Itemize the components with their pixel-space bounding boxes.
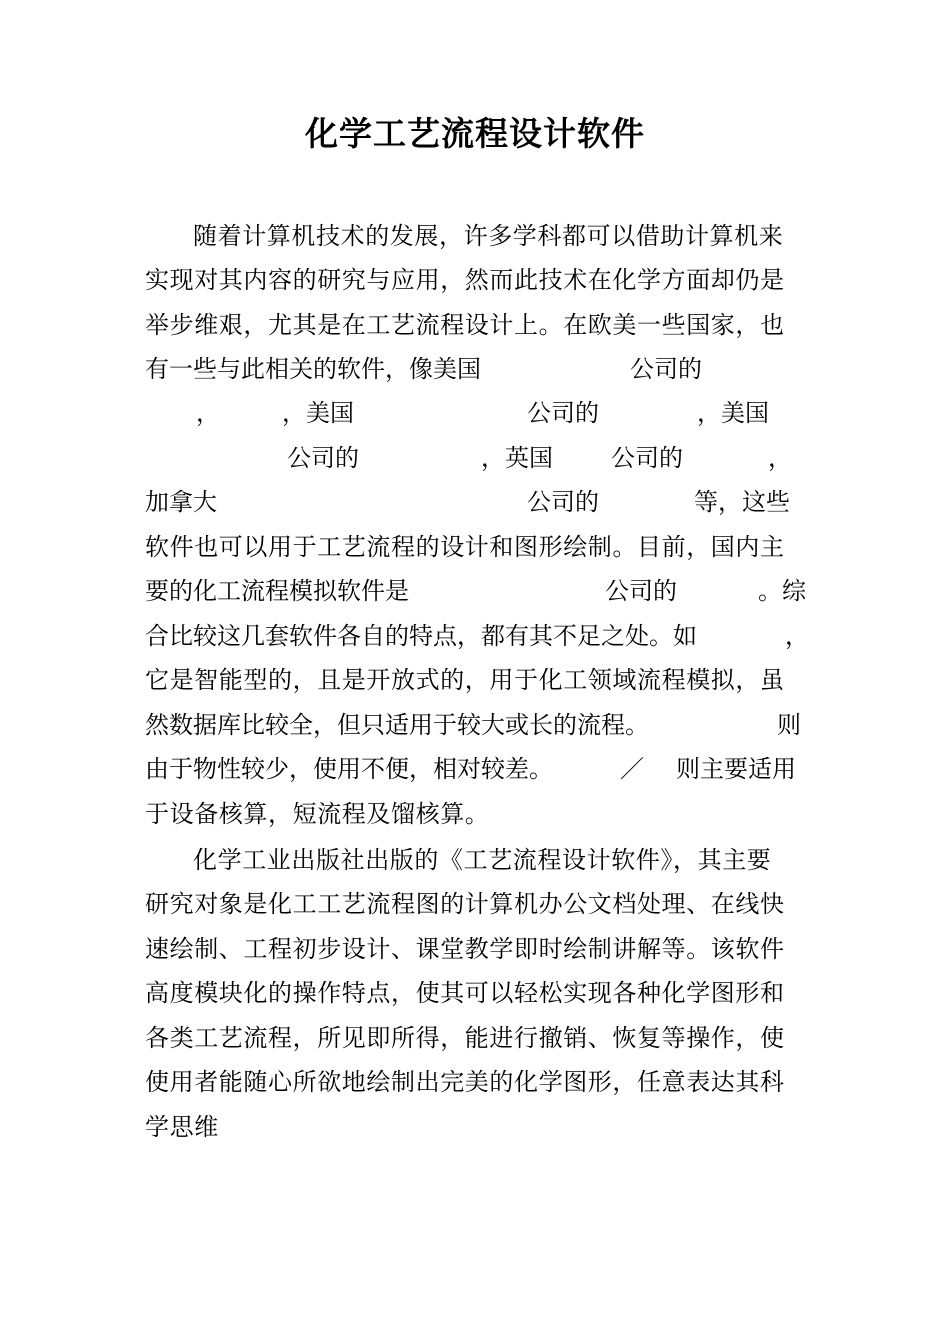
text-run: 化学工业出版社出版的《工艺流程设计软件》，其主要 <box>193 846 772 874</box>
paragraph-1-line-5 <box>0 391 950 435</box>
paragraph-1-line-14 <box>0 792 950 836</box>
text-run: 公司的 <box>611 444 683 472</box>
text-run: 有一些与此相关的软件，像美国 <box>145 355 481 383</box>
paragraph-1-line-3 <box>0 303 950 347</box>
text-run: 公司的 <box>287 444 359 472</box>
text-run: 研究对象是化工工艺流程图的计算机办公文档处理、在线快 <box>145 890 785 918</box>
text-run: 加拿大 <box>145 488 217 516</box>
paragraph-1-line-9 <box>0 569 950 613</box>
text-run: 则 <box>777 711 801 739</box>
text-run: ，英国 <box>481 444 553 472</box>
text-run: 软件也可以用于工艺流程的设计和图形绘制。目前，国内主 <box>145 533 785 561</box>
text-run: 由于物性较少，使用不便，相对较差。 <box>145 755 553 783</box>
text-run: 随着计算机技术的发展，许多学科都可以借助计算机来 <box>193 222 784 250</box>
paragraph-1-line-6 <box>0 436 950 480</box>
paragraph-2-line-6 <box>0 1060 950 1104</box>
text-run: 要的化工流程模拟软件是 <box>145 577 409 605</box>
text-run: ， <box>785 622 809 650</box>
text-run: 它是智能型的，且是开放式的，用于化工领域流程模拟，虽 <box>145 666 785 694</box>
text-run: 则主要适用 <box>676 755 796 783</box>
text-run: 公司的 <box>527 399 599 427</box>
text-run: 学思维 <box>145 1113 219 1141</box>
paragraph-1-line-8 <box>0 525 950 569</box>
text-run: 等，这些 <box>694 488 790 516</box>
paragraph-1-line-13 <box>0 747 950 791</box>
paragraph-2-line-2 <box>0 882 950 926</box>
text-run: 速绘制、工程初步设计、课堂教学即时绘制讲解等。该软件 <box>145 935 785 963</box>
text-run: ，美国 <box>282 399 354 427</box>
paragraph-1-line-11 <box>0 658 950 702</box>
text-run: 合比较这几套软件各自的特点，都有其不足之处。如 <box>145 622 697 650</box>
document-title: 化学工艺流程设计软件 <box>305 114 645 153</box>
paragraph-2-line-4 <box>0 971 950 1015</box>
text-run: ／ <box>620 755 644 783</box>
paragraph-2-line-5 <box>0 1016 950 1060</box>
text-run: 公司的 <box>630 355 702 383</box>
paragraph-1-line-2 <box>0 258 950 302</box>
text-run: 公司的 <box>527 488 599 516</box>
paragraph-1-line-7 <box>0 480 950 524</box>
text-run: ，美国 <box>697 399 769 427</box>
paragraph-1-line-1 <box>0 214 950 258</box>
paragraph-2-line-3 <box>0 927 950 971</box>
text-run: 高度模块化的操作特点，使其可以轻松实现各种化学图形和 <box>145 979 785 1007</box>
text-run: 然数据库比较全，但只适用于较大或长的流程。 <box>145 711 649 739</box>
text-run: ， <box>196 399 220 427</box>
text-run: 实现对其内容的研究与应用，然而此技术在化学方面却仍是 <box>145 266 785 294</box>
text-run: 于设备核算，短流程及馏核算。 <box>145 800 490 828</box>
paragraph-1-line-10 <box>0 614 950 658</box>
paragraph-2-line-1 <box>0 838 950 882</box>
paragraph-1-line-4 <box>0 347 950 391</box>
text-run: 各类工艺流程，所见即所得，能进行撤销、恢复等操作，使 <box>145 1024 785 1052</box>
text-run: 公司的 <box>605 577 677 605</box>
text-run: 。综 <box>758 577 806 605</box>
paragraph-1-line-12 <box>0 703 950 747</box>
paragraph-2-line-7 <box>0 1105 950 1149</box>
text-run: 举步维艰，尤其是在工艺流程设计上。在欧美一些国家，也 <box>145 311 785 339</box>
text-run: 使用者能随心所欲地绘制出完美的化学图形，任意表达其科 <box>145 1068 785 1096</box>
text-run: ， <box>768 444 792 472</box>
